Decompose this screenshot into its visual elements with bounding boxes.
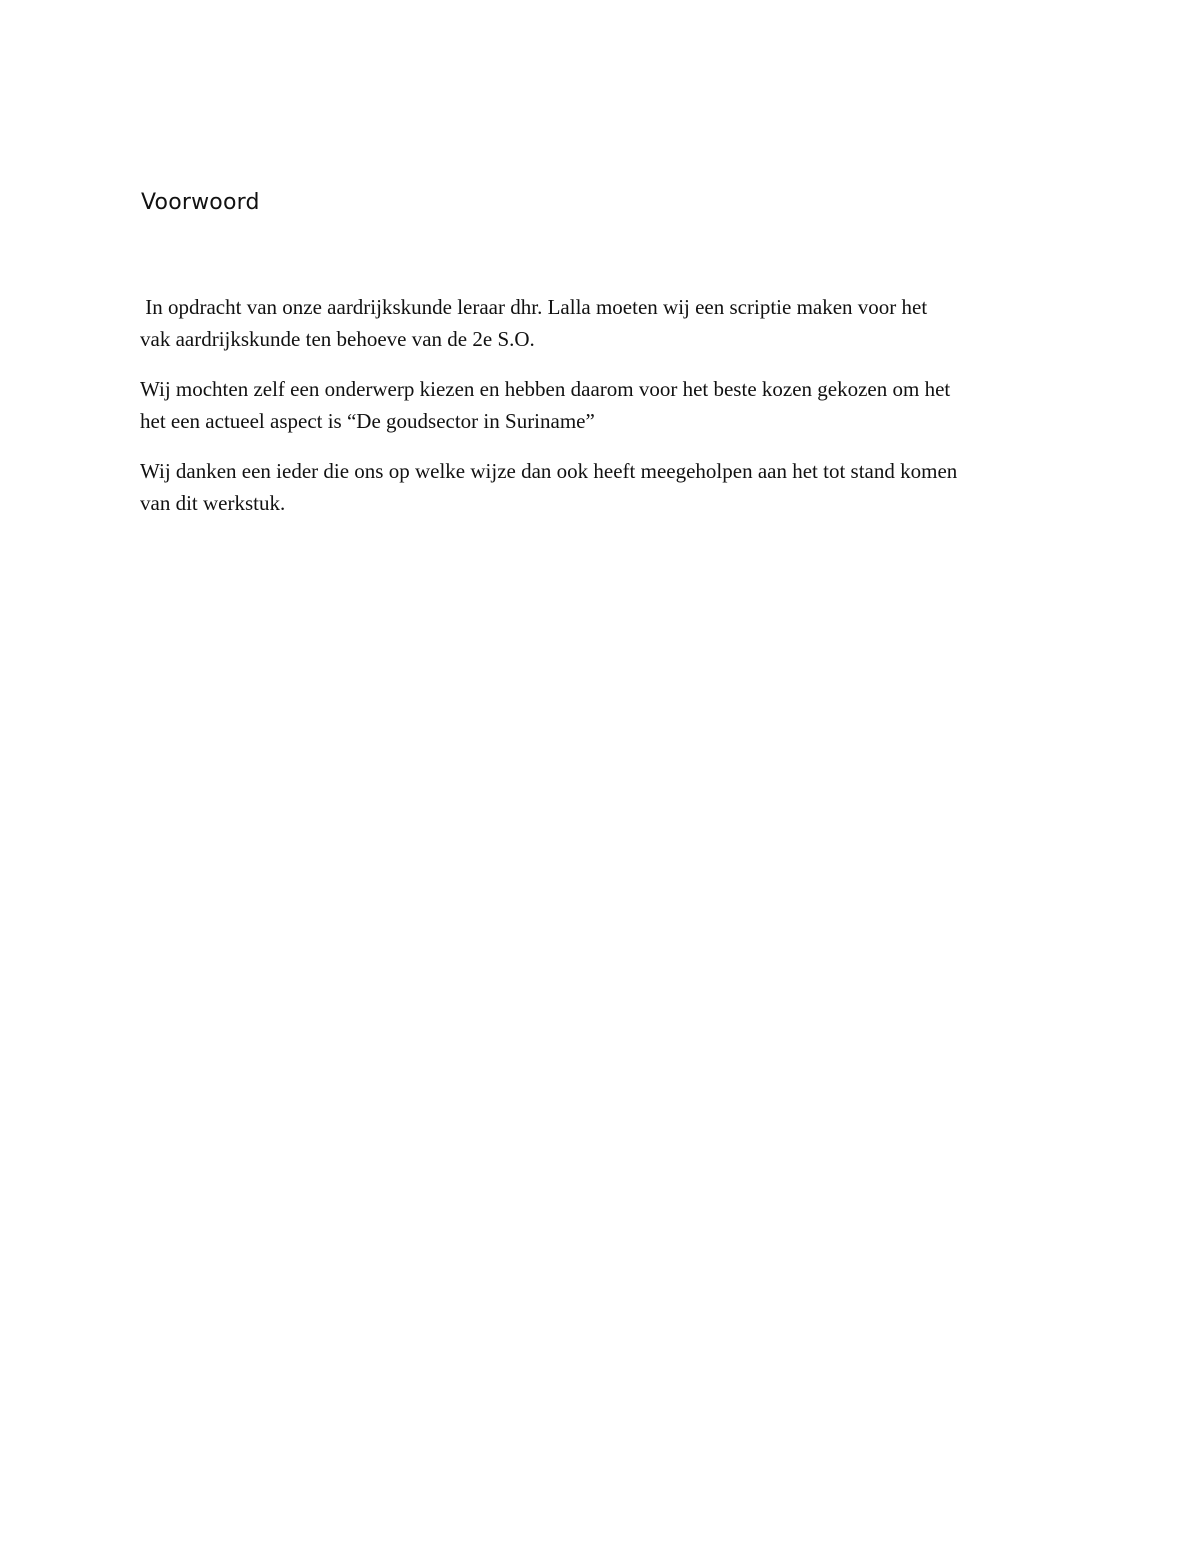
paragraph-topic — [140, 373, 1080, 437]
document-body — [140, 291, 1080, 537]
paragraph-thanks — [140, 455, 1080, 519]
paragraph-line: In opdracht van onze aardrijkskunde leraar dhr. Lalla moeten wij een scriptie maken voor het — [140, 295, 928, 319]
paragraph-assignment — [140, 291, 1080, 355]
paragraph-line: het een actueel aspect is “De goudsector in Suriname” — [140, 409, 595, 433]
paragraph-line: Wij mochten zelf een onderwerp kiezen en hebben daarom voor het beste kozen gekozen om het — [140, 377, 951, 401]
paragraph-line: van dit werkstuk. — [140, 491, 286, 515]
page-title: Voorwoord — [141, 190, 260, 215]
paragraph-line: vak aardrijkskunde ten behoeve van de 2e S.O. — [140, 327, 535, 351]
paragraph-line: Wij danken een ieder die ons op welke wijze dan ook heeft meegeholpen aan het tot stand komen — [140, 459, 958, 483]
